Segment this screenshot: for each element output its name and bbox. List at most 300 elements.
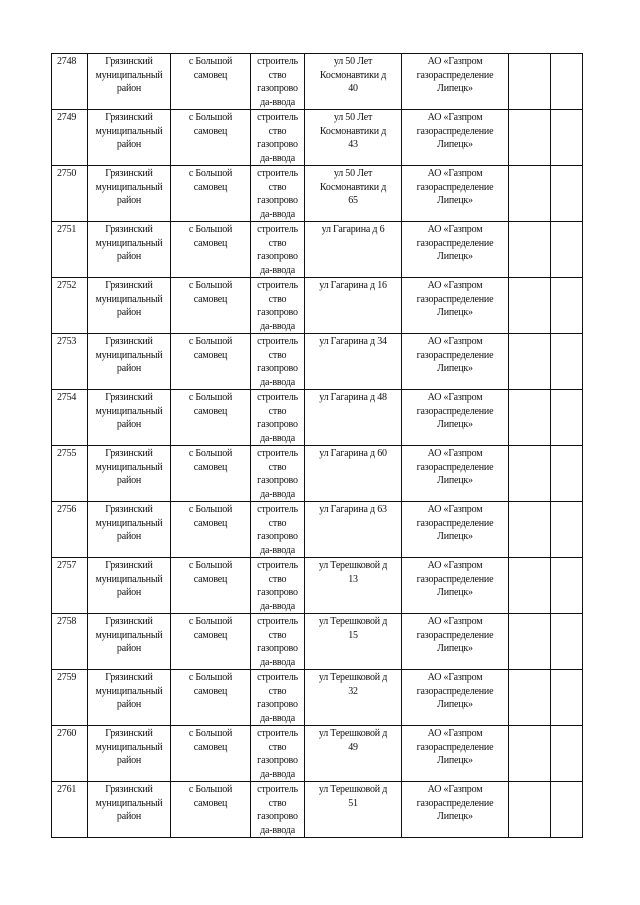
work-type-cell-line: газопрово [257,475,298,486]
settlement-cell [171,558,251,614]
settlement-cell-line: с Большой [188,672,233,683]
district-cell-line: район [116,139,142,150]
work-type-cell-line: строитель [257,112,298,123]
settlement-cell-line: самовец [193,349,228,361]
district-cell-line: район [116,755,142,766]
settlement-cell [171,502,251,558]
organization-cell-line: АО «Газпром [427,112,483,123]
work-type-cell-line: ство [268,69,287,81]
settlement-cell [171,222,251,278]
settlement-cell-line: с Большой [188,616,233,627]
organization-cell-line: Липецк» [437,643,473,654]
settlement-cell [171,278,251,334]
organization-cell-line: газораспределение [416,349,494,361]
district-cell-line: муниципальный [95,629,163,641]
district-cell-line: Грязинский [105,392,153,403]
table-row [52,782,583,838]
settlement-cell-line: самовец [193,237,228,249]
work-type-cell-line: ство [268,237,287,249]
row-number-cell: 2756 [52,502,88,558]
district-cell [88,558,171,614]
address-cell-line: Космонавтики д [319,181,387,193]
address-cell-line: ул 50 Лет [333,168,373,179]
settlement-cell [171,726,251,782]
table-row [52,390,583,446]
work-type-cell-line: газопрово [257,755,298,766]
address-cell-line: 43 [348,139,358,150]
table-row [52,334,583,390]
register-table [51,53,583,838]
district-cell-line: муниципальный [95,293,163,305]
address-cell-line: 40 [348,83,358,94]
work-type-cell-line: ство [268,517,287,529]
address-cell [305,334,402,390]
work-type-cell-line: строитель [257,168,298,179]
work-type-cell [251,782,305,838]
district-cell [88,502,171,558]
table-row [52,726,583,782]
empty-cell [551,502,583,558]
district-cell-line: Грязинский [105,784,153,795]
organization-cell-line: Липецк» [437,531,473,542]
organization-cell [402,558,509,614]
organization-cell-line: АО «Газпром [427,560,483,571]
empty-cell [509,614,551,670]
settlement-cell-line: с Большой [188,56,233,67]
empty-cell [551,670,583,726]
row-number-cell: 2750 [52,166,88,222]
work-type-cell-line: да-ввода [260,96,295,108]
work-type-cell-line: ство [268,797,287,809]
empty-cell [551,782,583,838]
work-type-cell-line: да-ввода [260,152,295,164]
district-cell [88,54,171,110]
address-cell-line: 13 [348,573,358,585]
district-cell [88,222,171,278]
district-cell-line: Грязинский [105,336,153,347]
address-cell [305,726,402,782]
organization-cell [402,222,509,278]
district-cell-line: район [116,643,142,654]
work-type-cell-line: да-ввода [260,544,295,556]
work-type-cell-line: да-ввода [260,600,295,612]
settlement-cell-line: с Большой [188,392,233,403]
empty-cell [551,446,583,502]
district-cell-line: Грязинский [105,168,153,179]
address-cell-line: ул 50 Лет [333,112,373,123]
settlement-cell [171,54,251,110]
table-row [52,446,583,502]
settlement-cell [171,614,251,670]
district-cell [88,334,171,390]
address-cell-line: ул Гагарина д 60 [319,448,387,459]
row-number-cell: 2758 [52,614,88,670]
empty-cell [551,390,583,446]
work-type-cell-line: да-ввода [260,768,295,780]
work-type-cell-line: газопрово [257,195,298,206]
district-cell-line: муниципальный [95,517,163,529]
organization-cell-line: газораспределение [416,405,494,417]
organization-cell-line: Липецк» [437,699,473,710]
organization-cell-line: АО «Газпром [427,784,483,795]
district-cell-line: муниципальный [95,405,163,417]
work-type-cell [251,54,305,110]
work-type-cell-line: газопрово [257,587,298,598]
settlement-cell-line: самовец [193,125,228,137]
organization-cell-line: АО «Газпром [427,336,483,347]
table-row [52,558,583,614]
address-cell [305,446,402,502]
table-row [52,502,583,558]
work-type-cell-line: строитель [257,336,298,347]
address-cell [305,222,402,278]
district-cell [88,726,171,782]
work-type-cell-line: газопрово [257,307,298,318]
work-type-cell [251,726,305,782]
district-cell-line: район [116,531,142,542]
organization-cell [402,278,509,334]
settlement-cell-line: с Большой [188,504,233,515]
address-cell-line: ул Терешковой д [318,560,388,571]
work-type-cell-line: ство [268,349,287,361]
address-cell-line: ул Гагарина д 16 [319,280,387,291]
work-type-cell-line: ство [268,405,287,417]
settlement-cell-line: с Большой [188,560,233,571]
settlement-cell-line: с Большой [188,728,233,739]
empty-cell [509,782,551,838]
district-cell-line: муниципальный [95,237,163,249]
empty-cell [509,390,551,446]
work-type-cell-line: да-ввода [260,376,295,388]
organization-cell-line: газораспределение [416,685,494,697]
work-type-cell-line: да-ввода [260,320,295,332]
settlement-cell-line: самовец [193,405,228,417]
settlement-cell [171,782,251,838]
settlement-cell-line: самовец [193,69,228,81]
organization-cell-line: Липецк» [437,251,473,262]
district-cell-line: Грязинский [105,280,153,291]
table-row [52,166,583,222]
address-cell-line: ул Гагарина д 6 [321,224,385,235]
organization-cell-line: Липецк» [437,307,473,318]
address-cell [305,558,402,614]
empty-cell [509,670,551,726]
organization-cell-line: газораспределение [416,461,494,473]
settlement-cell-line: с Большой [188,224,233,235]
address-cell [305,166,402,222]
settlement-cell-line: с Большой [188,336,233,347]
table-row [52,222,583,278]
empty-cell [509,334,551,390]
district-cell-line: муниципальный [95,685,163,697]
work-type-cell-line: ство [268,685,287,697]
settlement-cell-line: с Большой [188,168,233,179]
district-cell [88,166,171,222]
organization-cell [402,614,509,670]
settlement-cell-line: самовец [193,629,228,641]
row-number-cell: 2752 [52,278,88,334]
settlement-cell-line: самовец [193,797,228,809]
empty-cell [509,726,551,782]
organization-cell-line: АО «Газпром [427,168,483,179]
work-type-cell-line: строитель [257,560,298,571]
row-number-cell: 2759 [52,670,88,726]
settlement-cell-line: самовец [193,517,228,529]
settlement-cell-line: самовец [193,181,228,193]
row-number-cell: 2760 [52,726,88,782]
settlement-cell-line: с Большой [188,448,233,459]
settlement-cell-line: самовец [193,741,228,753]
organization-cell-line: АО «Газпром [427,392,483,403]
work-type-cell-line: да-ввода [260,712,295,724]
empty-cell [551,54,583,110]
settlement-cell [171,670,251,726]
address-cell-line: 65 [348,195,358,206]
table-row [52,614,583,670]
organization-cell-line: газораспределение [416,293,494,305]
row-number-cell: 2757 [52,558,88,614]
organization-cell-line: Липецк» [437,419,473,430]
district-cell-line: муниципальный [95,741,163,753]
district-cell [88,782,171,838]
organization-cell [402,110,509,166]
row-number-cell: 2761 [52,782,88,838]
organization-cell-line: Липецк» [437,475,473,486]
district-cell [88,390,171,446]
address-cell [305,502,402,558]
district-cell-line: Грязинский [105,504,153,515]
row-number-cell: 2753 [52,334,88,390]
organization-cell-line: Липецк» [437,755,473,766]
organization-cell-line: АО «Газпром [427,728,483,739]
district-cell-line: район [116,811,142,822]
work-type-cell [251,278,305,334]
organization-cell-line: газораспределение [416,629,494,641]
organization-cell-line: газораспределение [416,517,494,529]
organization-cell [402,446,509,502]
organization-cell-line: АО «Газпром [427,280,483,291]
work-type-cell-line: газопрово [257,643,298,654]
district-cell-line: муниципальный [95,573,163,585]
organization-cell [402,54,509,110]
district-cell-line: муниципальный [95,349,163,361]
address-cell-line: ул Гагарина д 34 [319,336,387,347]
settlement-cell [171,334,251,390]
organization-cell-line: АО «Газпром [427,224,483,235]
work-type-cell [251,334,305,390]
work-type-cell-line: ство [268,293,287,305]
district-cell-line: Грязинский [105,728,153,739]
district-cell-line: муниципальный [95,125,163,137]
district-cell-line: Грязинский [105,616,153,627]
address-cell-line: 15 [348,629,358,641]
organization-cell [402,726,509,782]
work-type-cell [251,670,305,726]
address-cell [305,278,402,334]
district-cell-line: район [116,83,142,94]
work-type-cell-line: ство [268,629,287,641]
work-type-cell-line: ство [268,125,287,137]
work-type-cell-line: да-ввода [260,824,295,836]
empty-cell [509,222,551,278]
empty-cell [551,334,583,390]
settlement-cell [171,446,251,502]
address-cell-line: ул Гагарина д 48 [319,392,387,403]
organization-cell-line: Липецк» [437,195,473,206]
work-type-cell-line: строитель [257,280,298,291]
district-cell [88,614,171,670]
address-cell-line: ул 50 Лет [333,56,373,67]
settlement-cell-line: с Большой [188,280,233,291]
address-cell-line: ул Терешковой д [318,784,388,795]
organization-cell [402,502,509,558]
district-cell-line: район [116,699,142,710]
district-cell-line: район [116,307,142,318]
district-cell [88,446,171,502]
empty-cell [509,110,551,166]
organization-cell [402,334,509,390]
work-type-cell [251,446,305,502]
district-cell-line: район [116,587,142,598]
address-cell-line: ул Терешковой д [318,728,388,739]
work-type-cell-line: ство [268,573,287,585]
table-row [52,54,583,110]
district-cell-line: район [116,251,142,262]
row-number-cell: 2755 [52,446,88,502]
work-type-cell-line: строитель [257,616,298,627]
address-cell [305,110,402,166]
work-type-cell [251,110,305,166]
empty-cell [551,558,583,614]
empty-cell [551,166,583,222]
work-type-cell-line: газопрово [257,251,298,262]
work-type-cell-line: газопрово [257,139,298,150]
work-type-cell-line: строитель [257,784,298,795]
table-row [52,278,583,334]
settlement-cell-line: самовец [193,685,228,697]
empty-cell [509,278,551,334]
work-type-cell [251,166,305,222]
empty-cell [509,166,551,222]
organization-cell-line: газораспределение [416,797,494,809]
organization-cell-line: АО «Газпром [427,56,483,67]
organization-cell [402,670,509,726]
address-cell-line: 49 [348,741,358,753]
organization-cell [402,166,509,222]
work-type-cell-line: да-ввода [260,264,295,276]
district-cell-line: Грязинский [105,560,153,571]
address-cell [305,390,402,446]
work-type-cell-line: ство [268,181,287,193]
address-cell-line: ул Терешковой д [318,616,388,627]
district-cell-line: муниципальный [95,797,163,809]
empty-cell [509,502,551,558]
organization-cell-line: газораспределение [416,741,494,753]
empty-cell [551,110,583,166]
address-cell-line: 51 [348,797,358,809]
work-type-cell [251,502,305,558]
district-cell [88,670,171,726]
work-type-cell-line: строитель [257,728,298,739]
row-number-cell: 2749 [52,110,88,166]
work-type-cell-line: строитель [257,56,298,67]
empty-cell [509,558,551,614]
organization-cell-line: Липецк» [437,811,473,822]
table-row [52,670,583,726]
district-cell-line: муниципальный [95,181,163,193]
settlement-cell-line: самовец [193,573,228,585]
address-cell-line: 32 [348,685,358,697]
row-number-cell: 2748 [52,54,88,110]
address-cell [305,670,402,726]
organization-cell-line: АО «Газпром [427,504,483,515]
organization-cell-line: АО «Газпром [427,448,483,459]
row-number-cell: 2751 [52,222,88,278]
district-cell [88,278,171,334]
work-type-cell-line: да-ввода [260,488,295,500]
work-type-cell-line: да-ввода [260,656,295,668]
work-type-cell [251,222,305,278]
settlement-cell-line: самовец [193,461,228,473]
organization-cell [402,390,509,446]
table-row [52,110,583,166]
work-type-cell-line: газопрово [257,419,298,430]
district-cell-line: Грязинский [105,448,153,459]
district-cell-line: район [116,419,142,430]
settlement-cell [171,110,251,166]
work-type-cell-line: строитель [257,504,298,515]
district-cell-line: муниципальный [95,69,163,81]
address-cell-line: Космонавтики д [319,125,387,137]
organization-cell [402,782,509,838]
empty-cell [509,446,551,502]
settlement-cell-line: с Большой [188,112,233,123]
work-type-cell-line: строитель [257,448,298,459]
district-cell-line: Грязинский [105,112,153,123]
work-type-cell-line: ство [268,461,287,473]
work-type-cell-line: строитель [257,672,298,683]
work-type-cell-line: газопрово [257,531,298,542]
work-type-cell [251,558,305,614]
organization-cell-line: Липецк» [437,587,473,598]
district-cell-line: район [116,475,142,486]
work-type-cell-line: газопрово [257,363,298,374]
address-cell-line: ул Гагарина д 63 [319,504,387,515]
organization-cell-line: газораспределение [416,69,494,81]
organization-cell-line: газораспределение [416,181,494,193]
district-cell-line: Грязинский [105,224,153,235]
work-type-cell-line: да-ввода [260,432,295,444]
settlement-cell [171,166,251,222]
district-cell-line: Грязинский [105,56,153,67]
work-type-cell-line: строитель [257,392,298,403]
organization-cell-line: АО «Газпром [427,672,483,683]
work-type-cell [251,614,305,670]
work-type-cell [251,390,305,446]
address-cell-line: ул Терешковой д [318,672,388,683]
district-cell [88,110,171,166]
organization-cell-line: Липецк» [437,139,473,150]
empty-cell [551,726,583,782]
empty-cell [509,54,551,110]
register-body [52,54,583,838]
work-type-cell-line: да-ввода [260,208,295,220]
district-cell-line: Грязинский [105,672,153,683]
settlement-cell-line: с Большой [188,784,233,795]
settlement-cell-line: самовец [193,293,228,305]
work-type-cell-line: газопрово [257,811,298,822]
work-type-cell-line: строитель [257,224,298,235]
